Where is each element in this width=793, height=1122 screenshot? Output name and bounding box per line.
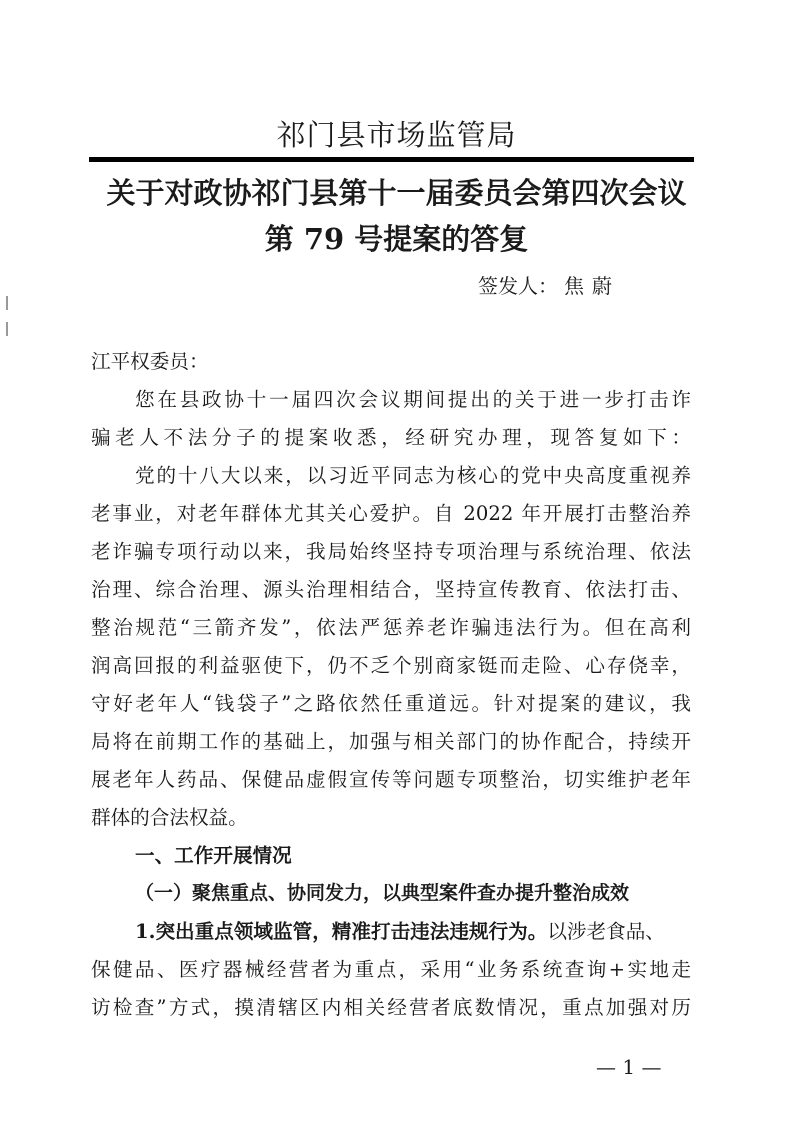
item1-heading: 1.突出重点领域监管，精准打击违法违规行为。 (135, 920, 548, 943)
signer-name: 焦蔚 (564, 274, 620, 298)
p2-line: 整治规范“三箭齐发”，依法严惩养老诈骗违法行为。但在高利 (91, 616, 691, 639)
p2-line: 群体的合法权益。 (91, 806, 248, 829)
margin-mark (6, 296, 8, 310)
agency-name: 祁门县市场监管局 (276, 118, 517, 152)
document-title-line1: 关于对政协祁门县第十一届委员会第四次会议 (106, 176, 687, 210)
p2-line: 老事业，对老年群体尤其关心爱护。自 2022 年开展打击整治养 (91, 502, 691, 525)
item1-line: 访检查”方式，摸清辖区内相关经营者底数情况，重点加强对历 (91, 996, 691, 1019)
p2-line: 局将在前期工作的基础上，加强与相关部门的协作配合，持续开 (91, 730, 691, 753)
item1-first-line (135, 922, 665, 942)
p2-line: 党的十八大以来，以习近平同志为核心的党中央高度重视养 (135, 464, 691, 487)
document-title-line2: 第 79 号提案的答复 (264, 222, 529, 256)
subsection-heading: （一）聚焦重点、协同发力，以典型案件查办提升整治成效 (135, 882, 630, 904)
header-rule (89, 157, 694, 162)
p2-line: 治理、综合治理、源头治理相结合，坚持宣传教育、依法打击、 (91, 578, 691, 601)
signer-label: 签发人： (478, 274, 558, 298)
signer (478, 270, 620, 299)
margin-mark (6, 322, 8, 336)
item1-text: 以涉老食品、 (547, 920, 665, 943)
section-heading: 一、工作开展情况 (135, 844, 292, 867)
item1-line: 保健品、医疗器械经营者为重点，采用“业务系统查询+实地走 (91, 958, 691, 981)
page-number: — 1 — (596, 1055, 662, 1079)
p2-line: 润高回报的利益驱使下，仍不乏个别商家铤而走险、心存侥幸， (91, 654, 691, 677)
p1-line: 您在县政协十一届四次会议期间提出的关于进一步打击诈 (135, 388, 691, 411)
salutation: 江平权委员： (91, 350, 209, 373)
p2-line: 展老年人药品、保健品虚假宣传等问题专项整治，切实维护老年 (91, 768, 691, 791)
p1-line: 骗老人不法分子的提案收悉，经研究办理，现答复如下： (91, 426, 691, 449)
p2-line: 守好老年人“钱袋子”之路依然任重道远。针对提案的建议，我 (91, 692, 691, 715)
p2-line: 老诈骗专项行动以来，我局始终坚持专项治理与系统治理、依法 (91, 540, 691, 563)
